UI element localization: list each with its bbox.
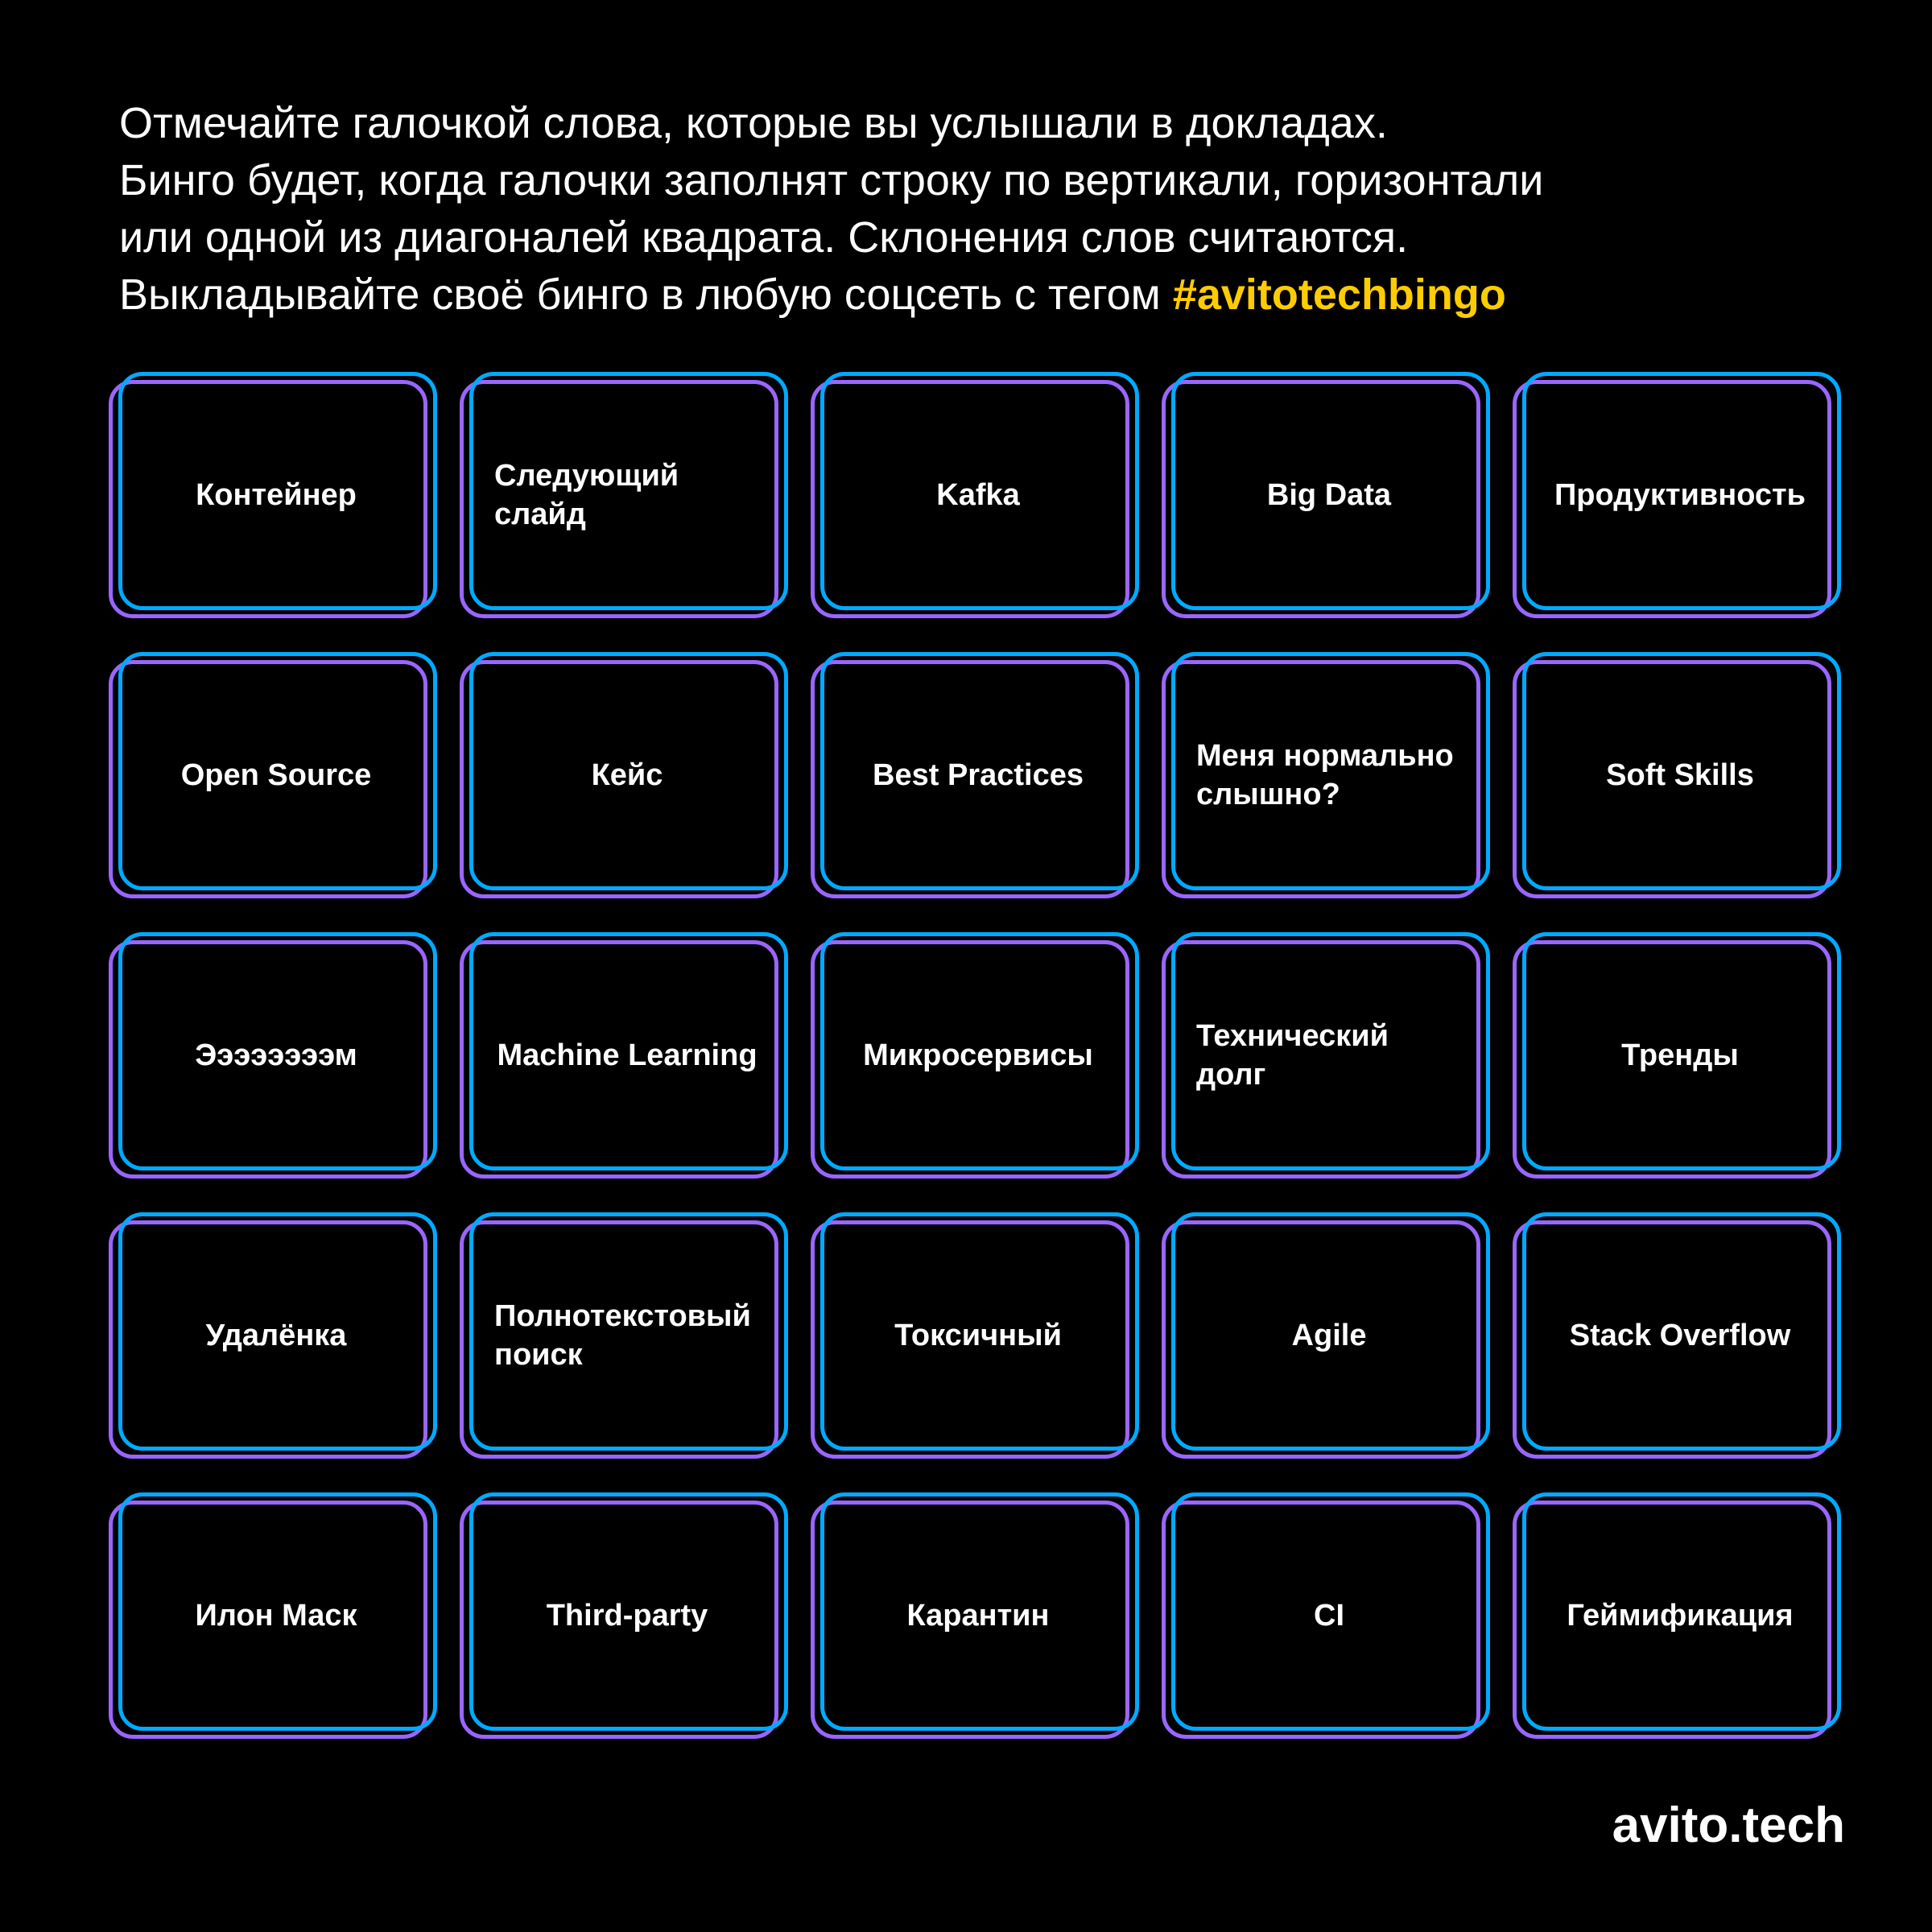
- cell-label-wrap: [1522, 936, 1838, 1174]
- cell-label: Stack Overflow: [1569, 1319, 1791, 1352]
- cell-label: Кейс: [591, 758, 663, 792]
- cell-label: Следующий слайд: [494, 459, 679, 531]
- bingo-cell[interactable]: [811, 932, 1141, 1182]
- cell-label: Удалёнка: [205, 1319, 347, 1352]
- cell-label: Меня нормально слышно?: [1196, 739, 1454, 811]
- cell-label-wrap: [469, 1496, 785, 1735]
- brand-logo: avito.tech: [1612, 1798, 1845, 1853]
- cell-label-wrap: [1522, 656, 1838, 894]
- cell-label-wrap: [118, 936, 434, 1174]
- cell-label-wrap: [820, 1496, 1136, 1735]
- bingo-cell[interactable]: [1513, 1212, 1843, 1462]
- cell-label-wrap: [469, 376, 785, 614]
- bingo-cell[interactable]: [460, 372, 790, 621]
- bingo-cell[interactable]: [811, 1492, 1141, 1742]
- cell-label: Third-party: [546, 1599, 708, 1633]
- cell-label: Карантин: [906, 1599, 1050, 1633]
- cell-label: Илон Маск: [195, 1599, 357, 1633]
- cell-label: Тренды: [1621, 1038, 1739, 1072]
- cell-label-wrap: [1171, 1496, 1487, 1735]
- cell-label-wrap: [1522, 1216, 1838, 1455]
- bingo-cell[interactable]: [1162, 1212, 1492, 1462]
- cell-label: Контейнер: [196, 478, 357, 512]
- bingo-cell[interactable]: [811, 1212, 1141, 1462]
- bingo-cell[interactable]: [1162, 1492, 1492, 1742]
- bingo-cell[interactable]: [109, 652, 439, 902]
- cell-label-wrap: [469, 1216, 785, 1455]
- bingo-cell[interactable]: [109, 372, 439, 621]
- cell-label-wrap: [1171, 936, 1487, 1174]
- cell-label-wrap: [1171, 656, 1487, 894]
- bingo-cell[interactable]: [109, 1212, 439, 1462]
- cell-label: Open Source: [180, 758, 372, 792]
- bingo-cell[interactable]: [1513, 372, 1843, 621]
- hashtag: #avitotechbingo: [1172, 270, 1506, 319]
- bingo-cell[interactable]: [1513, 932, 1843, 1182]
- cell-label: Токсичный: [894, 1319, 1062, 1352]
- cell-label-wrap: [820, 376, 1136, 614]
- cell-label-wrap: [118, 656, 434, 894]
- cell-label-wrap: [118, 376, 434, 614]
- cell-label: Agile: [1291, 1319, 1367, 1352]
- cell-label: Machine Learning: [497, 1038, 758, 1072]
- bingo-cell[interactable]: [1513, 1492, 1843, 1742]
- cell-label-wrap: [469, 936, 785, 1174]
- cell-label-wrap: [820, 1216, 1136, 1455]
- cell-label-wrap: [1522, 376, 1838, 614]
- cell-label: Микросервисы: [863, 1038, 1093, 1072]
- cell-label-wrap: [118, 1216, 434, 1455]
- cell-label: Технический долг: [1196, 1019, 1389, 1092]
- bingo-cell[interactable]: [460, 932, 790, 1182]
- instructions-line-4-text: Выкладывайте своё бинго в любую соцсеть с тегом: [119, 270, 1173, 319]
- cell-label: Soft Skills: [1606, 758, 1754, 792]
- bingo-cell[interactable]: [460, 652, 790, 902]
- bingo-cell[interactable]: [109, 1492, 439, 1742]
- instructions-line-2: Бинго будет, когда галочки заполнят строку по вертикали, горизонтали: [119, 156, 1544, 204]
- cell-label: Геймификация: [1567, 1599, 1794, 1633]
- bingo-cell[interactable]: [1513, 652, 1843, 902]
- instructions-line-1: Отмечайте галочкой слова, которые вы услышали в докладах.: [119, 99, 1388, 147]
- cell-label: Полнотекстовый поиск: [494, 1299, 751, 1372]
- cell-label: Big Data: [1266, 478, 1392, 512]
- bingo-cell[interactable]: [1162, 932, 1492, 1182]
- bingo-cell[interactable]: [460, 1212, 790, 1462]
- cell-label-wrap: [1522, 1496, 1838, 1735]
- cell-label-wrap: [820, 656, 1136, 894]
- cell-label-wrap: [469, 656, 785, 894]
- cell-label-wrap: [820, 936, 1136, 1174]
- cell-label-wrap: [1171, 1216, 1487, 1455]
- bingo-cell[interactable]: [460, 1492, 790, 1742]
- bingo-cell[interactable]: [811, 652, 1141, 902]
- cell-label-wrap: [1171, 376, 1487, 614]
- bingo-cell[interactable]: [109, 932, 439, 1182]
- cell-label: Ээээээээм: [195, 1038, 357, 1072]
- cell-label: Best Practices: [873, 758, 1084, 792]
- bingo-cell[interactable]: [1162, 372, 1492, 621]
- cell-label: Kafka: [936, 478, 1020, 512]
- cell-label: Продуктивность: [1554, 478, 1806, 512]
- bingo-cell[interactable]: [1162, 652, 1492, 902]
- bingo-cell[interactable]: [811, 372, 1141, 621]
- cell-label-wrap: [118, 1496, 434, 1735]
- instructions-line-3: или одной из диагоналей квадрата. Склонения слов считаются.: [119, 213, 1409, 262]
- cell-label: CI: [1314, 1599, 1344, 1633]
